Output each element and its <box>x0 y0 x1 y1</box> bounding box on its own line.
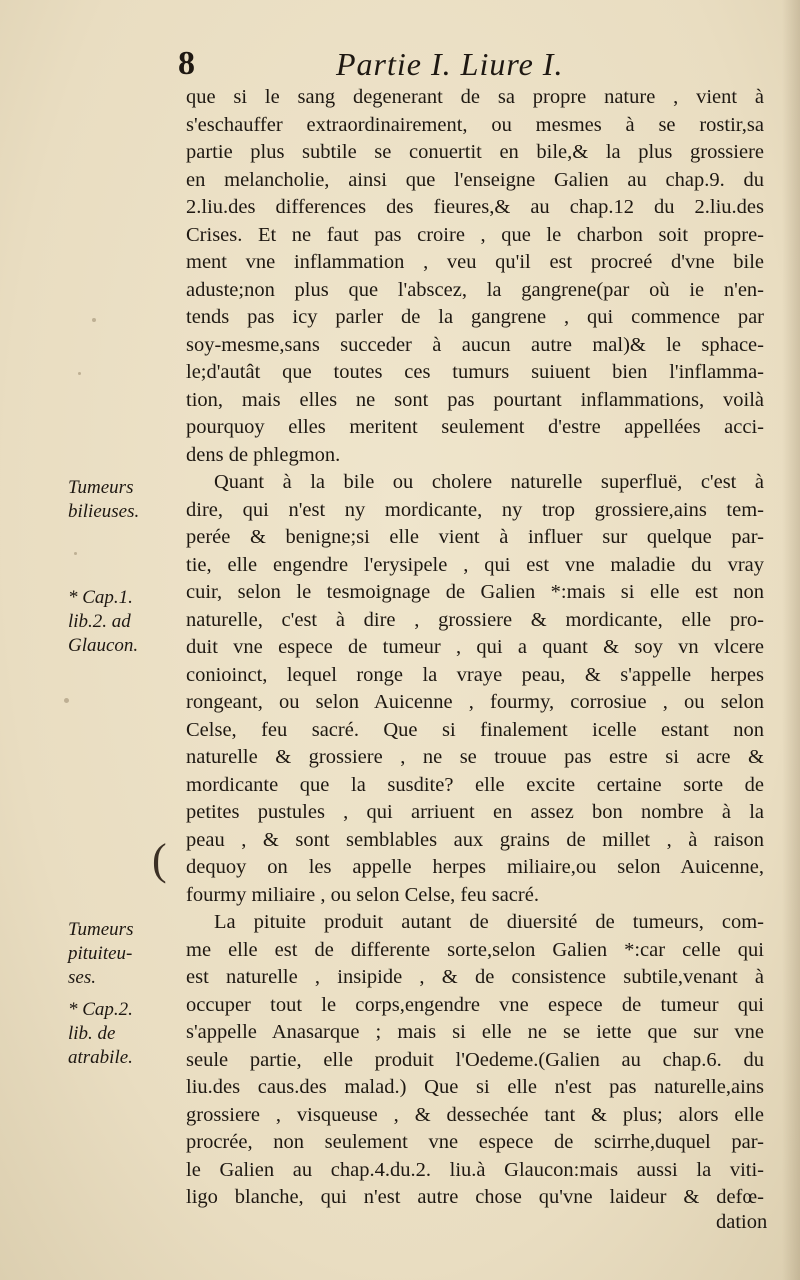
text-line: Quant à la bile ou cholere naturelle superfluë, c'est à <box>214 471 764 493</box>
margin-note-bilious-tumors <box>68 476 139 524</box>
text-line: partie plus subtile se conuertit en bile,& la plus grossiere <box>186 141 764 163</box>
text-line: peau , & sont semblables aux grains de millet , à raison <box>186 828 764 851</box>
text-line: me elle est de differente sorte,selon Galien *:car celle qui <box>186 938 764 961</box>
text-line: Celse, feu sacré. Que si finalement icelle estant non <box>186 718 764 741</box>
handwritten-bracket-mark: ( <box>152 835 167 884</box>
text-line: mordicante que la susdite? elle excite certaine sorte de <box>186 773 764 796</box>
margin-note-line: bilieuses. <box>68 501 140 522</box>
text-line: est naturelle , insipide , & de consistence subtile,venant à <box>186 966 764 988</box>
text-line: liu.des caus.des malad.) Que si elle n'est pas naturelle,ains <box>186 1076 764 1098</box>
margin-note-line: Tumeurs <box>68 919 134 940</box>
page-number: 8 <box>178 45 195 82</box>
text-line: rongeant, ou selon Auicenne , fourmy, corrosiue , ou selon <box>186 691 764 713</box>
text-line: dens de phlegmon. <box>186 443 341 466</box>
margin-note-line: * Cap.2. <box>68 999 133 1020</box>
page-edge-shadow <box>782 0 800 1280</box>
text-line: dequoy on les appelle herpes miliaire,ou selon Auicenne, <box>186 856 764 878</box>
margin-note-pituitous-tumors <box>68 918 133 990</box>
text-line: Crises. Et ne faut pas croire , que le charbon soit propre- <box>186 223 764 246</box>
text-line: que si le sang degenerant de sa propre nature , vient à <box>186 86 764 108</box>
margin-note-line: pituiteu- <box>68 943 133 964</box>
text-line: fourmy miliaire , ou selon Celse, feu sacré. <box>186 883 539 906</box>
text-line: tion, mais elles ne sont pas pourtant inflammations, voilà <box>186 388 764 411</box>
page-header <box>172 40 612 90</box>
text-line: ment vne inflammation , veu qu'il est procreé d'vne bile <box>186 251 764 273</box>
text-line: aduste;non plus que l'abscez, la gangrene(par où ie n'en- <box>186 278 764 301</box>
text-line: s'appelle Anasarque ; mais si elle ne se iette que sur vne <box>186 1021 764 1043</box>
text-line: perée & benigne;si elle vient à influer sur quelque par- <box>186 526 764 548</box>
margin-note-line: Tumeurs <box>68 477 134 498</box>
text-line: naturelle, c'est à dire , grossiere & mordicante, elle pro- <box>186 608 764 631</box>
margin-note-atrabile-reference <box>68 998 133 1070</box>
text-line: tends pas icy parler de la gangrene , qui commence par <box>186 306 764 328</box>
text-line: grossiere , visqueuse , & dessechée tant & plus; alors elle <box>186 1103 764 1126</box>
text-line: le;d'autât que toutes ces tumurs suiuent bien l'inflamma- <box>186 361 764 383</box>
text-line: ligo blanche, qui n'est autre chose qu'vne laideur & defœ- <box>186 1186 764 1208</box>
text-line: occuper tout le corps,engendre vne espece de tumeur qui <box>186 993 764 1016</box>
margin-note-galen-reference <box>68 586 138 658</box>
text-line: petites pustules , qui arriuent en assez bon nombre à la <box>186 801 764 823</box>
text-line: duit vne espece de tumeur , qui a quant & soy vn vlcere <box>186 636 764 658</box>
catchword: dation <box>716 1211 768 1233</box>
foxing-spot <box>92 318 96 322</box>
text-line: 2.liu.des differences des fieures,& au chap.12 du 2.liu.des <box>186 196 764 218</box>
foxing-spot <box>78 372 81 375</box>
text-line: soy-mesme,sans succeder à aucun autre mal)& le sphace- <box>186 333 764 356</box>
margin-note-line: Glaucon. <box>68 635 139 656</box>
text-line: seule partie, elle produit l'Oedeme.(Galien au chap.6. du <box>186 1048 764 1071</box>
text-line: en melancholie, ainsi que l'enseigne Galien au chap.9. du <box>186 168 764 191</box>
text-line: tie, elle engendre l'erysipele , qui est vne maladie du vray <box>186 553 764 576</box>
margin-note-line: ses. <box>68 967 96 988</box>
margin-note-line: * Cap.1. <box>68 587 133 608</box>
text-line: procrée, non seulement vne espece de scirrhe,duquel par- <box>186 1131 764 1153</box>
text-line: cuir, selon le tesmoignage de Galien *:mais si elle est non <box>186 581 764 603</box>
foxing-spot <box>74 552 77 555</box>
text-line: s'eschauffer extraordinairement, ou mesmes à se rostir,sa <box>186 113 764 136</box>
text-line: dire, qui n'est ny mordicante, ny trop grossiere,ains tem- <box>186 498 764 521</box>
text-line: le Galien au chap.4.du.2. liu.à Glaucon:mais aussi la viti- <box>186 1158 764 1181</box>
running-title: Partie I. Liure I. <box>336 46 564 82</box>
text-line: La pituite produit autant de diuersité de tumeurs, com- <box>214 911 764 933</box>
margin-note-line: lib.2. ad <box>68 611 131 632</box>
text-line: conioinct, lequel ronge la vraye peau, & s'appelle herpes <box>186 663 764 686</box>
text-line: naturelle & grossiere , ne se trouue pas estre si acre & <box>186 746 764 768</box>
body-text <box>186 84 764 1212</box>
margin-note-line: atrabile. <box>68 1047 133 1068</box>
foxing-spot <box>64 698 69 703</box>
text-line: pourquoy elles meritent seulement d'estre appellées acci- <box>186 416 764 438</box>
margin-note-line: lib. de <box>68 1023 116 1044</box>
